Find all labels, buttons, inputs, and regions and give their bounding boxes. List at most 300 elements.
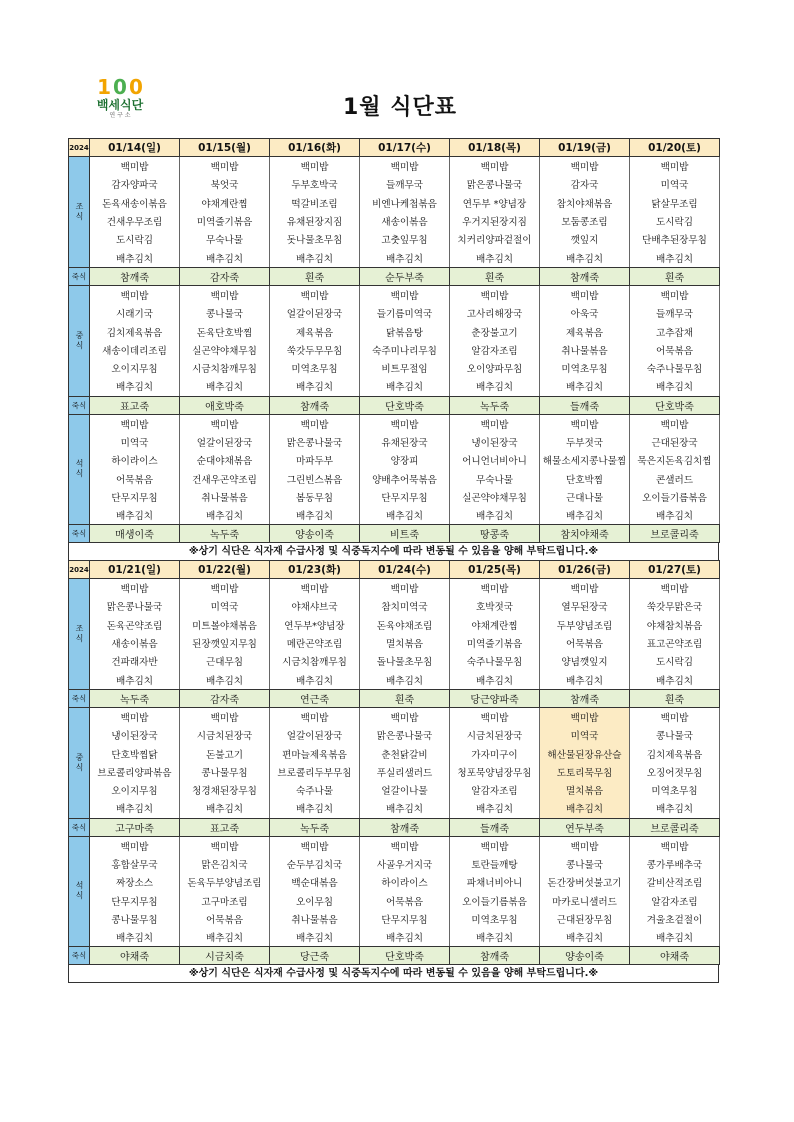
- dinner-row: [69, 488, 720, 506]
- date-header: 01/24(수): [360, 561, 450, 579]
- menu-item: 연두부*양념장: [270, 616, 360, 634]
- menu-item: 하이라이스: [90, 451, 180, 469]
- porridge-item: 녹두죽: [450, 396, 540, 414]
- menu-item: 백미밥: [270, 414, 360, 433]
- porridge-item: 표고죽: [90, 396, 180, 414]
- menu-item: 배추김치: [270, 799, 360, 818]
- dinner-row: [69, 414, 720, 433]
- menu-item: 참치미역국: [360, 597, 450, 615]
- menu-item: 단호박찜닭: [90, 744, 180, 762]
- menu-item: 어묵볶음: [630, 341, 720, 359]
- menu-item: 쑥갓두무무침: [270, 341, 360, 359]
- menu-item: 미역줄기볶음: [180, 212, 270, 230]
- porridge-item: 흰죽: [270, 267, 360, 285]
- menu-item: 백미밥: [540, 579, 630, 598]
- menu-item: 돈불고기: [180, 744, 270, 762]
- notice: ※상기 식단은 식자재 수급사정 및 식중독지수에 따라 변동될 수 있음을 양해 부탁드립니다.※: [68, 543, 719, 561]
- porridge-item: 흰죽: [630, 267, 720, 285]
- porridge-item: 야채죽: [90, 947, 180, 965]
- porridge-item: 감자죽: [180, 689, 270, 707]
- date-header: 01/27(토): [630, 561, 720, 579]
- menu-item: 봄동무침: [270, 488, 360, 506]
- menu-item: 제육볶음: [270, 322, 360, 340]
- menu-item: 백미밥: [630, 414, 720, 433]
- menu-item: 배추김치: [270, 248, 360, 267]
- menu-item: 푸실리샐러드: [360, 763, 450, 781]
- menu-item: 백미밥: [90, 285, 180, 304]
- porridge-item: 참깨죽: [450, 947, 540, 965]
- menu-item: 취나물볶음: [270, 910, 360, 928]
- breakfast-row: [69, 670, 720, 689]
- menu-item: 단무지무침: [360, 910, 450, 928]
- menu-item: 백미밥: [90, 579, 180, 598]
- menu-item: 백미밥: [180, 836, 270, 855]
- dinner-row: [69, 910, 720, 928]
- menu-item: 백미밥: [540, 836, 630, 855]
- porridge-item: 브로콜리죽: [630, 525, 720, 543]
- menu-item: 백순대볶음: [270, 873, 360, 891]
- porridge-label: 죽식: [69, 267, 90, 285]
- menu-item: 양념깻잎지: [540, 652, 630, 670]
- menu-item: 콩가루배추국: [630, 855, 720, 873]
- porridge-item: 참깨죽: [360, 818, 450, 836]
- porridge-item: 비트죽: [360, 525, 450, 543]
- porridge-item: 연두부죽: [540, 818, 630, 836]
- menu-item: 돈육새송이볶음: [90, 194, 180, 212]
- menu-item: 배추김치: [360, 670, 450, 689]
- menu-item: 오이양파무침: [450, 359, 540, 377]
- menu-item: 김치제육볶음: [630, 744, 720, 762]
- menu-item: 돈육야채조림: [360, 616, 450, 634]
- dinner-row: [69, 873, 720, 891]
- menu-item: 돈간장버섯불고기: [540, 873, 630, 891]
- date-header-row: [69, 561, 720, 579]
- menu-item: 백미밥: [630, 707, 720, 726]
- menu-item: 냉이된장국: [90, 726, 180, 744]
- menu-item: 배추김치: [540, 670, 630, 689]
- menu-item: 배추김치: [540, 928, 630, 947]
- menu-item: 두부젓국: [540, 433, 630, 451]
- menu-item: 배추김치: [180, 248, 270, 267]
- date-header: 01/18(목): [450, 139, 540, 157]
- menu-item: 콩나물무침: [90, 910, 180, 928]
- menu-item: 시금치참깨무침: [180, 359, 270, 377]
- menu-item: 들깨무국: [360, 175, 450, 193]
- menu-item: 야채계란찜: [180, 194, 270, 212]
- menu-item: 건파래자반: [90, 652, 180, 670]
- menu-item: 브로콜리양파볶음: [90, 763, 180, 781]
- lunch-row: [69, 726, 720, 744]
- menu-item: 오이들기름볶음: [630, 488, 720, 506]
- breakfast-row: [69, 634, 720, 652]
- menu-item: 얼갈이된장국: [270, 726, 360, 744]
- menu-item: 마파두부: [270, 451, 360, 469]
- menu-item: 백미밥: [90, 707, 180, 726]
- menu-item: 두부양념조림: [540, 616, 630, 634]
- menu-item: 도토리묵무침: [540, 763, 630, 781]
- menu-item: 콩나물국: [180, 304, 270, 322]
- breakfast-row: [69, 597, 720, 615]
- menu-item: 배추김치: [180, 928, 270, 947]
- menu-item: 근대된장국: [630, 433, 720, 451]
- menu-item: 순두부김치국: [270, 855, 360, 873]
- date-header: 01/17(수): [360, 139, 450, 157]
- menu-item: 시금치된장국: [450, 726, 540, 744]
- year-cell: 2024: [69, 561, 90, 579]
- menu-item: 백미밥: [540, 157, 630, 176]
- menu-item: 된장깻잎지무침: [180, 634, 270, 652]
- porridge-row: [69, 947, 720, 965]
- menu-item: 제육볶음: [540, 322, 630, 340]
- menu-item: 표고곤약조림: [630, 634, 720, 652]
- menu-item: 백미밥: [450, 414, 540, 433]
- porridge-item: 순두부죽: [360, 267, 450, 285]
- notice: ※상기 식단은 식자재 수급사정 및 식중독지수에 따라 변동될 수 있음을 양해 부탁드립니다.※: [68, 965, 719, 983]
- menu-item: 토란들깨탕: [450, 855, 540, 873]
- menu-item: 청경채된장무침: [180, 781, 270, 799]
- menu-item: 깻잎지: [540, 230, 630, 248]
- breakfast-row: [69, 230, 720, 248]
- logo-sub: 연 구 소: [109, 112, 131, 119]
- menu-item: 짜장소스: [90, 873, 180, 891]
- menu-item: 어묵볶음: [360, 891, 450, 909]
- porridge-row: [69, 689, 720, 707]
- menu-item: 백미밥: [270, 836, 360, 855]
- menu-item: 배추김치: [180, 377, 270, 396]
- menu-item: 백미밥: [90, 836, 180, 855]
- porridge-item: 들깨죽: [450, 818, 540, 836]
- lunch-row: [69, 359, 720, 377]
- logo: [80, 76, 160, 128]
- menu-item: 백미밥: [540, 285, 630, 304]
- menu-item: 백미밥: [630, 285, 720, 304]
- menu-item: 오이지무침: [90, 359, 180, 377]
- menu-item: 백미밥: [450, 285, 540, 304]
- page-title: 1월 식단표: [343, 95, 457, 120]
- date-header: 01/23(화): [270, 561, 360, 579]
- menu-item: 어니언너비아니: [450, 451, 540, 469]
- lunch-row: [69, 341, 720, 359]
- menu-item: 배추김치: [180, 670, 270, 689]
- menu-item: 호박젓국: [450, 597, 540, 615]
- menu-item: 실곤약야채무침: [180, 341, 270, 359]
- menu-item: 닭살무조림: [630, 194, 720, 212]
- menu-item: 도시락김: [630, 212, 720, 230]
- dinner-row: [69, 891, 720, 909]
- lunch-row: [69, 799, 720, 818]
- menu-item: 맑은콩나물국: [270, 433, 360, 451]
- breakfast-row: [69, 248, 720, 267]
- porridge-item: 녹두죽: [90, 689, 180, 707]
- menu-item: 김치제육볶음: [90, 322, 180, 340]
- menu-item: 백미밥: [360, 414, 450, 433]
- menu-item: 근대나물: [540, 488, 630, 506]
- logo-digit: 1: [97, 75, 112, 99]
- porridge-item: 연근죽: [270, 689, 360, 707]
- porridge-label: 죽식: [69, 396, 90, 414]
- menu-item: 배추김치: [270, 506, 360, 525]
- menu-item: 야채샤브국: [270, 597, 360, 615]
- menu-item: 들기름미역국: [360, 304, 450, 322]
- porridge-item: 양송이죽: [540, 947, 630, 965]
- menu-item: 배추김치: [540, 506, 630, 525]
- menu-item: 배추김치: [630, 377, 720, 396]
- porridge-row: [69, 818, 720, 836]
- menu-item: 배추김치: [360, 248, 450, 267]
- menu-item: 배추김치: [360, 928, 450, 947]
- menu-item: 묵은지돈육김치찜: [630, 451, 720, 469]
- menu-item: 사골우거지국: [360, 855, 450, 873]
- menu-item: 취나물볶음: [540, 341, 630, 359]
- porridge-item: 단호박죽: [360, 396, 450, 414]
- menu-item: 콩나물무침: [180, 763, 270, 781]
- menu-item: 치커리양파겉절이: [450, 230, 540, 248]
- menu-item: 감자국: [540, 175, 630, 193]
- menu-item: 하이라이스: [360, 873, 450, 891]
- logo-digit: 0: [128, 75, 143, 99]
- menu-item: 콘샐러드: [630, 469, 720, 487]
- menu-item: 얼갈이된장국: [180, 433, 270, 451]
- menu-item: 배추김치: [450, 248, 540, 267]
- menu-item: 백미밥: [450, 157, 540, 176]
- menu-item: 미역줄기볶음: [450, 634, 540, 652]
- porridge-item: 참깨죽: [90, 267, 180, 285]
- dinner-row: [69, 433, 720, 451]
- menu-item: 떡갈비조림: [270, 194, 360, 212]
- menu-item: 어묵볶음: [90, 469, 180, 487]
- menu-item: 얼갈이된장국: [270, 304, 360, 322]
- menu-item: 참치야채볶음: [540, 194, 630, 212]
- menu-item: 백미밥: [360, 579, 450, 598]
- menu-item: 백미밥: [90, 414, 180, 433]
- menu-item: 들깨무국: [630, 304, 720, 322]
- menu-item: 멸치볶음: [360, 634, 450, 652]
- menu-item: 백미밥: [630, 579, 720, 598]
- porridge-item: 애호박죽: [180, 396, 270, 414]
- porridge-item: 표고죽: [180, 818, 270, 836]
- menu-item: 건새우곤약조림: [180, 469, 270, 487]
- menu-item: 순대야채볶음: [180, 451, 270, 469]
- menu-item: 냉이된장국: [450, 433, 540, 451]
- menu-item: 멸치볶음: [540, 781, 630, 799]
- menu-item: 유채된장국: [360, 433, 450, 451]
- porridge-item: 당근양파죽: [450, 689, 540, 707]
- menu-item: 백미밥: [360, 157, 450, 176]
- menu-item: 청포묵양념장무침: [450, 763, 540, 781]
- year-cell: 2024: [69, 139, 90, 157]
- menu-item: 배추김치: [630, 248, 720, 267]
- menu-item: 맑은콩나물국: [360, 726, 450, 744]
- menu-item: 연두부 *양념장: [450, 194, 540, 212]
- menu-item: 시래기국: [90, 304, 180, 322]
- dinner-row: [69, 928, 720, 947]
- menu-item: 홍합살무국: [90, 855, 180, 873]
- date-header: 01/16(화): [270, 139, 360, 157]
- lunch-label: 중식: [69, 285, 90, 396]
- logo-mark: [80, 76, 160, 98]
- menu-item: 메란곤약조림: [270, 634, 360, 652]
- lunch-row: [69, 744, 720, 762]
- menu-item: 배추김치: [540, 248, 630, 267]
- date-header: 01/15(월): [180, 139, 270, 157]
- porridge-item: 참치야채죽: [540, 525, 630, 543]
- menu-item: 야채계란찜: [450, 616, 540, 634]
- menu-item: 백미밥: [630, 157, 720, 176]
- menu-item: 배추김치: [90, 377, 180, 396]
- menu-item: 아욱국: [540, 304, 630, 322]
- menu-item: 배추김치: [90, 670, 180, 689]
- menu-item: 백미밥: [360, 285, 450, 304]
- menu-item: 오이들기름볶음: [450, 891, 540, 909]
- menu-item: 콩나물국: [540, 855, 630, 873]
- menu-item: 가자미구이: [450, 744, 540, 762]
- menu-item: 고사리해장국: [450, 304, 540, 322]
- menu-item: 돈육두부양념조림: [180, 873, 270, 891]
- dinner-label: 석식: [69, 414, 90, 525]
- menu-item: 배추김치: [630, 670, 720, 689]
- menu-item: 배추김치: [540, 799, 630, 818]
- menu-item: 단무지무침: [90, 488, 180, 506]
- menu-item: 배추김치: [450, 928, 540, 947]
- lunch-row: [69, 707, 720, 726]
- porridge-item: 시금치죽: [180, 947, 270, 965]
- breakfast-row: [69, 579, 720, 598]
- date-header: 01/25(목): [450, 561, 540, 579]
- menu-item: 백미밥: [360, 707, 450, 726]
- breakfast-label: 조식: [69, 157, 90, 268]
- dinner-row: [69, 469, 720, 487]
- porridge-row: [69, 267, 720, 285]
- menu-item: 고추잡채: [630, 322, 720, 340]
- lunch-row: [69, 763, 720, 781]
- date-header: 01/26(금): [540, 561, 630, 579]
- date-header: 01/21(일): [90, 561, 180, 579]
- menu-item: 배추김치: [360, 377, 450, 396]
- menu-item: 배추김치: [540, 377, 630, 396]
- lunch-row: [69, 781, 720, 799]
- menu-item: 오이지무침: [90, 781, 180, 799]
- menu-item: 미역초무침: [450, 910, 540, 928]
- menu-item: 미역국: [90, 433, 180, 451]
- menu-item: 겨울초겉절이: [630, 910, 720, 928]
- menu-item: 미트볼야채볶음: [180, 616, 270, 634]
- menu-item: 춘장불고기: [450, 322, 540, 340]
- breakfast-row: [69, 616, 720, 634]
- dinner-row: [69, 506, 720, 525]
- menu-item: 무숙나물: [450, 469, 540, 487]
- porridge-item: 들깨죽: [540, 396, 630, 414]
- menu-item: 오징어젓무침: [630, 763, 720, 781]
- menu-item: 단무지무침: [360, 488, 450, 506]
- menu-item: 맑은김치국: [180, 855, 270, 873]
- porridge-label: 죽식: [69, 525, 90, 543]
- menu-table-week-1: [68, 138, 720, 543]
- porridge-item: 매생이죽: [90, 525, 180, 543]
- menu-item: 취나물볶음: [180, 488, 270, 506]
- menu-item: 미역국: [180, 597, 270, 615]
- menu-item: 단호박찜: [540, 469, 630, 487]
- menu-item: 배추김치: [270, 928, 360, 947]
- porridge-item: 단호박죽: [360, 947, 450, 965]
- date-header: 01/14(일): [90, 139, 180, 157]
- menu-item: 얼갈이나물: [360, 781, 450, 799]
- menu-item: 편마늘제육볶음: [270, 744, 360, 762]
- lunch-row: [69, 322, 720, 340]
- menu-item: 배추김치: [180, 506, 270, 525]
- menu-item: 배추김치: [90, 248, 180, 267]
- breakfast-row: [69, 175, 720, 193]
- menu-item: 야채참치볶음: [630, 616, 720, 634]
- menu-item: 해물소세지콩나물찜: [540, 451, 630, 469]
- menu-table-week-2: [68, 560, 720, 965]
- logo-name: 백세식단: [96, 98, 144, 112]
- menu-item: 백미밥: [270, 707, 360, 726]
- menu-item: 미역초무침: [630, 781, 720, 799]
- menu-item: 숙주나물: [270, 781, 360, 799]
- porridge-item: 참깨죽: [540, 689, 630, 707]
- breakfast-row: [69, 194, 720, 212]
- menu-item: 해산물된장유산슬: [540, 744, 630, 762]
- lunch-row: [69, 304, 720, 322]
- dinner-row: [69, 451, 720, 469]
- menu-item: 유채된장지짐: [270, 212, 360, 230]
- menu-item: 알감자조림: [630, 891, 720, 909]
- porridge-item: 녹두죽: [180, 525, 270, 543]
- breakfast-row: [69, 157, 720, 176]
- porridge-item: 감자죽: [180, 267, 270, 285]
- porridge-item: 브로콜리죽: [630, 818, 720, 836]
- menu-item: 고춧잎무침: [360, 230, 450, 248]
- porridge-label: 죽식: [69, 818, 90, 836]
- menu-item: 배추김치: [450, 377, 540, 396]
- menu-item: 백미밥: [540, 707, 630, 726]
- menu-item: 시금치된장국: [180, 726, 270, 744]
- porridge-item: 녹두죽: [270, 818, 360, 836]
- menu-item: 맑은콩나물국: [90, 597, 180, 615]
- menu-item: 갈비산적조림: [630, 873, 720, 891]
- menu-item: 백미밥: [180, 414, 270, 433]
- menu-item: 배추김치: [270, 670, 360, 689]
- menu-item: 백미밥: [360, 836, 450, 855]
- menu-item: 배추김치: [90, 799, 180, 818]
- menu-item: 비트무절임: [360, 359, 450, 377]
- menu-item: 미역초무침: [270, 359, 360, 377]
- menu-item: 북엇국: [180, 175, 270, 193]
- date-header: 01/20(토): [630, 139, 720, 157]
- menu-item: 닭볶음탕: [360, 322, 450, 340]
- dinner-label: 석식: [69, 836, 90, 947]
- date-header-row: [69, 139, 720, 157]
- lunch-label: 중식: [69, 707, 90, 818]
- menu-item: 숙주나물무침: [630, 359, 720, 377]
- menu-item: 배추김치: [450, 670, 540, 689]
- porridge-row: [69, 396, 720, 414]
- menu-item: 백미밥: [450, 836, 540, 855]
- porridge-item: 야채죽: [630, 947, 720, 965]
- menu-item: 미역국: [540, 726, 630, 744]
- menu-item: 돌나물초무침: [360, 652, 450, 670]
- dinner-row: [69, 836, 720, 855]
- menu-item: 알감자조림: [450, 781, 540, 799]
- menu-item: 배추김치: [630, 506, 720, 525]
- menu-item: 열무된장국: [540, 597, 630, 615]
- menu-item: 새송이볶음: [90, 634, 180, 652]
- porridge-item: 흰죽: [360, 689, 450, 707]
- menu-item: 새송이볶음: [360, 212, 450, 230]
- dinner-row: [69, 855, 720, 873]
- menu-item: 숙주나물무침: [450, 652, 540, 670]
- menu-item: 배추김치: [90, 506, 180, 525]
